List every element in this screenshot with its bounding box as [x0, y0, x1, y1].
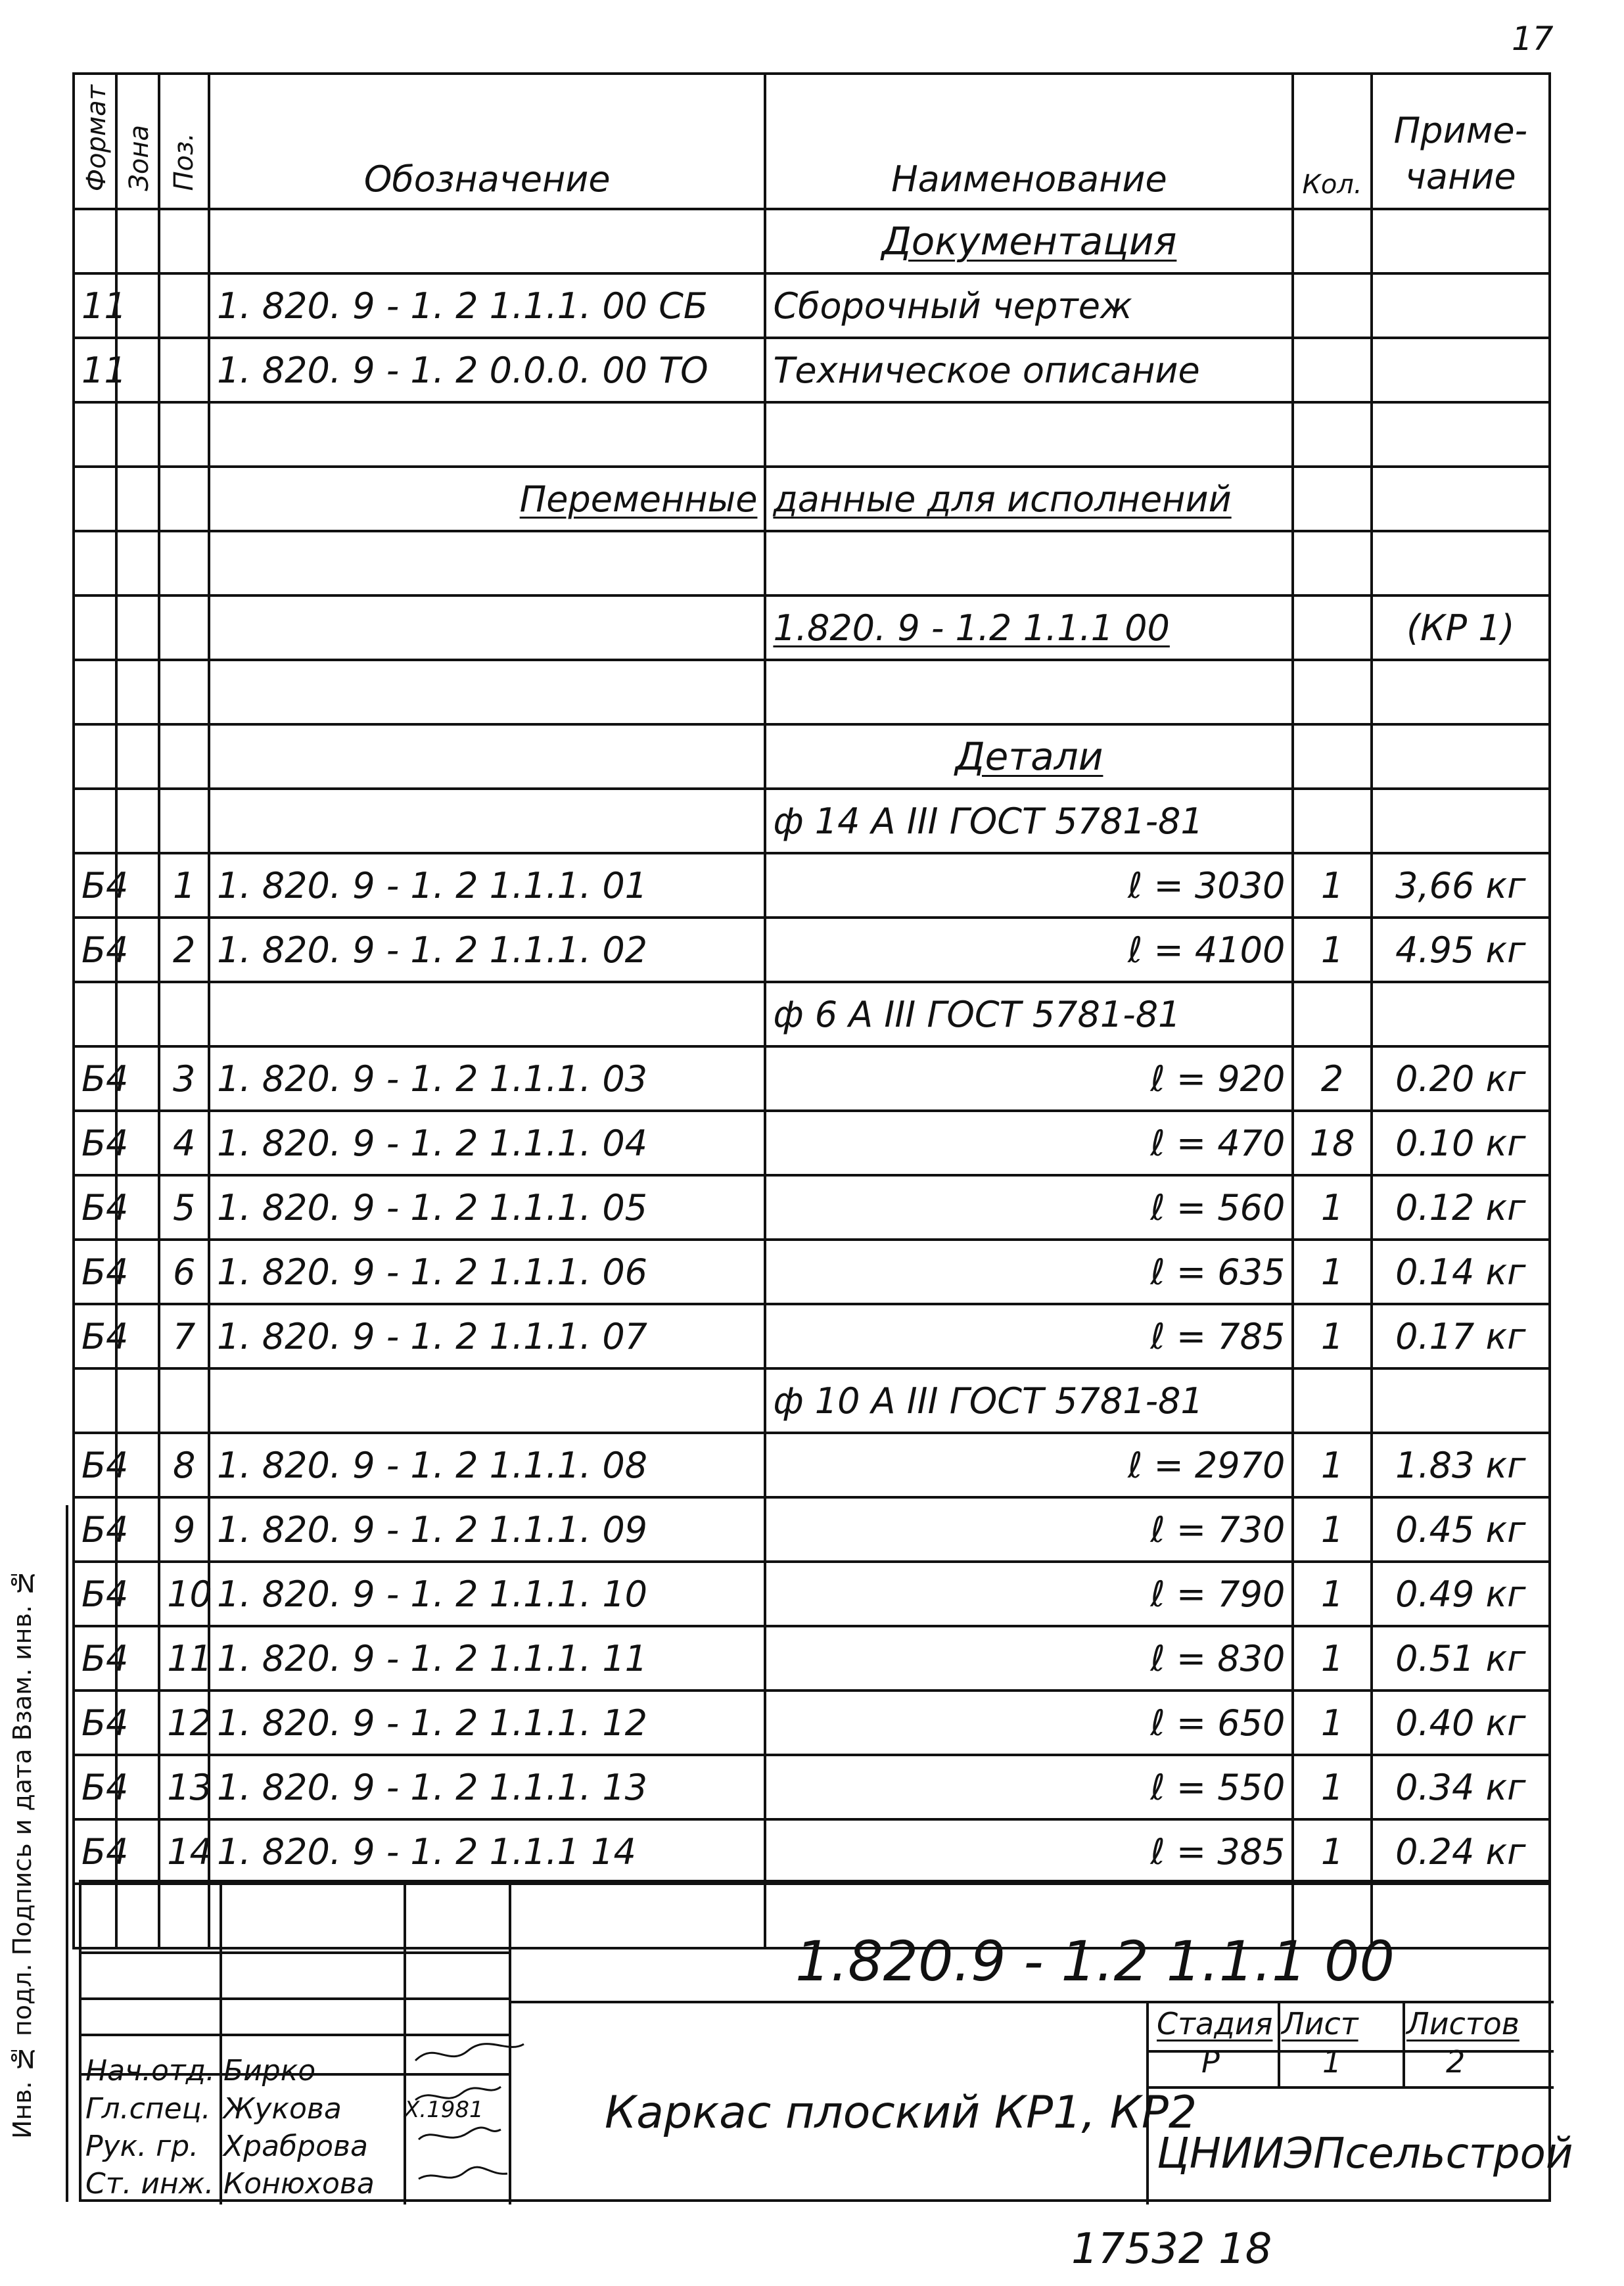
sheets-value: 2	[1446, 2044, 1466, 2080]
table-row	[74, 531, 1550, 595]
cell-zone	[116, 467, 159, 531]
header-zone: Зона	[116, 74, 159, 209]
cell-designation	[209, 789, 765, 853]
sheet-header: Лист	[1282, 2006, 1358, 2041]
table-header-row	[74, 74, 1550, 209]
cell-designation: 1. 820. 9 - 1. 2 1.1.1. 11	[209, 1626, 765, 1691]
cell-qty: 1	[1293, 1562, 1371, 1626]
table-row	[74, 1433, 1550, 1497]
cell-format: Б4	[74, 918, 116, 982]
cell-qty	[1293, 789, 1371, 853]
cell-name: ℓ = 635	[765, 1240, 1293, 1304]
cell-name: ℓ = 785	[765, 1304, 1293, 1368]
cell-qty	[1293, 660, 1371, 724]
cell-qty: 1	[1293, 1433, 1371, 1497]
cell-name: ℓ = 790	[765, 1562, 1293, 1626]
cell-qty	[1293, 209, 1371, 273]
cell-format: Б4	[74, 1304, 116, 1368]
cell-format	[74, 1368, 116, 1433]
cell-name: ф 14 А III ГОСТ 5781-81	[765, 789, 1293, 853]
table-row	[74, 1240, 1550, 1304]
cell-designation: 1. 820. 9 - 1. 2 1.1.1. 12	[209, 1691, 765, 1755]
cell-pos	[159, 338, 209, 402]
header-format: Формат	[74, 74, 116, 209]
table-row	[74, 338, 1550, 402]
cell-zone	[116, 1368, 159, 1433]
cell-pos	[159, 273, 209, 338]
cell-qty: 18	[1293, 1111, 1371, 1175]
table-row	[74, 918, 1550, 982]
cell-format	[74, 724, 116, 789]
cell-qty: 1	[1293, 1175, 1371, 1240]
cell-pos: 14	[159, 1819, 209, 1884]
cell-name: Детали	[765, 724, 1293, 789]
cell-format: Б4	[74, 1046, 116, 1111]
table-row	[74, 1626, 1550, 1691]
cell-note: 4.95 кг	[1372, 918, 1550, 982]
cell-note: 1.83 кг	[1372, 1433, 1550, 1497]
cell-pos	[159, 402, 209, 467]
signatory-date: X.1981	[404, 2097, 484, 2123]
cell-format: Б4	[74, 1497, 116, 1562]
cell-format: Б4	[74, 1240, 116, 1304]
sheets-header: Листов	[1406, 2006, 1520, 2041]
cell-note: 0.34 кг	[1372, 1755, 1550, 1819]
cell-designation	[209, 1368, 765, 1433]
cell-name: ℓ = 560	[765, 1175, 1293, 1240]
cell-designation	[209, 982, 765, 1046]
document-code: 1.820.9 - 1.2 1.1.1 00	[795, 1929, 1395, 1994]
cell-format: Б4	[74, 853, 116, 918]
header-qty: Кол.	[1293, 74, 1371, 209]
cell-note	[1372, 789, 1550, 853]
cell-designation: Переменные	[209, 467, 765, 531]
cell-format: 11	[74, 338, 116, 402]
cell-pos: 6	[159, 1240, 209, 1304]
cell-qty	[1293, 724, 1371, 789]
cell-pos	[159, 467, 209, 531]
cell-name: ℓ = 730	[765, 1497, 1293, 1562]
cell-note	[1372, 402, 1550, 467]
cell-pos: 2	[159, 918, 209, 982]
cell-format: Б4	[74, 1755, 116, 1819]
cell-name: данные для исполнений	[765, 467, 1293, 531]
side-label: Инв. № подл. Подпись и дата Взам. инв. №	[8, 1568, 37, 2139]
table-row	[74, 1368, 1550, 1433]
cell-format	[74, 402, 116, 467]
table-row	[74, 273, 1550, 338]
cell-qty: 1	[1293, 1819, 1371, 1884]
cell-note	[1372, 467, 1550, 531]
page-number: 17	[1512, 20, 1554, 58]
cell-name	[765, 531, 1293, 595]
cell-pos	[159, 982, 209, 1046]
table-row	[74, 1819, 1550, 1884]
cell-note	[1372, 724, 1550, 789]
cell-qty: 1	[1293, 853, 1371, 918]
cell-note	[1372, 209, 1550, 273]
cell-note	[1372, 531, 1550, 595]
cell-note: 3,66 кг	[1372, 853, 1550, 918]
table-row	[74, 1175, 1550, 1240]
cell-qty: 1	[1293, 1304, 1371, 1368]
cell-zone	[116, 595, 159, 660]
cell-name: Документация	[765, 209, 1293, 273]
table-row	[74, 1111, 1550, 1175]
cell-format	[74, 531, 116, 595]
cell-designation: 1. 820. 9 - 1. 2 1.1.1. 06	[209, 1240, 765, 1304]
bottom-note: 17532 18	[1071, 2225, 1272, 2274]
cell-qty	[1293, 273, 1371, 338]
stage-header: Стадия	[1157, 2006, 1273, 2041]
organization: ЦНИИЭПсельстрой	[1157, 2130, 1573, 2178]
cell-designation	[209, 531, 765, 595]
signatory-name: Бирко	[223, 2054, 316, 2088]
part-name: Каркас плоский КР1, КР2	[605, 2087, 1197, 2139]
cell-pos: 1	[159, 853, 209, 918]
cell-format	[74, 467, 116, 531]
cell-designation: 1. 820. 9 - 1. 2 1.1.1. 10	[209, 1562, 765, 1626]
cell-name: ℓ = 385	[765, 1819, 1293, 1884]
cell-note: 0.14 кг	[1372, 1240, 1550, 1304]
cell-note: 0.24 кг	[1372, 1819, 1550, 1884]
cell-zone	[116, 209, 159, 273]
cell-designation: 1. 820. 9 - 1. 2 1.1.1. 05	[209, 1175, 765, 1240]
cell-format	[74, 660, 116, 724]
cell-zone	[116, 402, 159, 467]
cell-format: Б4	[74, 1562, 116, 1626]
cell-note: 0.17 кг	[1372, 1304, 1550, 1368]
specification-table	[72, 72, 1551, 1949]
cell-designation: 1. 820. 9 - 1. 2 0.0.0. 00 ТО	[209, 338, 765, 402]
cell-pos: 3	[159, 1046, 209, 1111]
cell-pos: 5	[159, 1175, 209, 1240]
cell-format: Б4	[74, 1433, 116, 1497]
cell-name: ℓ = 4100	[765, 918, 1293, 982]
cell-qty: 1	[1293, 1755, 1371, 1819]
cell-zone	[116, 724, 159, 789]
cell-pos: 4	[159, 1111, 209, 1175]
cell-note: 0.20 кг	[1372, 1046, 1550, 1111]
cell-name: Сборочный чертеж	[765, 273, 1293, 338]
cell-qty: 1	[1293, 918, 1371, 982]
signatory-name: Храброва	[223, 2130, 368, 2163]
cell-pos: 9	[159, 1497, 209, 1562]
cell-name: ℓ = 3030	[765, 853, 1293, 918]
cell-note: 0.10 кг	[1372, 1111, 1550, 1175]
cell-note	[1372, 982, 1550, 1046]
cell-qty	[1293, 338, 1371, 402]
cell-qty: 1	[1293, 1497, 1371, 1562]
cell-qty: 2	[1293, 1046, 1371, 1111]
cell-pos	[159, 531, 209, 595]
cell-format	[74, 789, 116, 853]
cell-designation: 1. 820. 9 - 1. 2 1.1.1. 03	[209, 1046, 765, 1111]
cell-designation: 1. 820. 9 - 1. 2 1.1.1. 04	[209, 1111, 765, 1175]
cell-note: (КР 1)	[1372, 595, 1550, 660]
cell-designation: 1. 820. 9 - 1. 2 1.1.1. 07	[209, 1304, 765, 1368]
table-row	[74, 209, 1550, 273]
cell-pos: 8	[159, 1433, 209, 1497]
cell-qty: 1	[1293, 1240, 1371, 1304]
cell-name: ℓ = 470	[765, 1111, 1293, 1175]
signatory-name: Жукова	[223, 2092, 342, 2126]
cell-name: 1.820. 9 - 1.2 1.1.1 00	[765, 595, 1293, 660]
cell-pos: 12	[159, 1691, 209, 1755]
signatory-role: Гл.спец.	[85, 2092, 211, 2126]
header-designation: Обозначение	[209, 74, 765, 209]
table-row	[74, 1691, 1550, 1755]
cell-name: ℓ = 830	[765, 1626, 1293, 1691]
signatory-role: Нач.отд.	[85, 2054, 215, 2088]
cell-format: Б4	[74, 1111, 116, 1175]
table-row	[74, 789, 1550, 853]
cell-pos: 13	[159, 1755, 209, 1819]
cell-qty	[1293, 982, 1371, 1046]
cell-designation	[209, 595, 765, 660]
cell-name: ℓ = 2970	[765, 1433, 1293, 1497]
stage-value: Р	[1201, 2044, 1220, 2080]
table-row	[74, 1562, 1550, 1626]
cell-zone	[116, 789, 159, 853]
cell-name: ℓ = 650	[765, 1691, 1293, 1755]
table-row	[74, 402, 1550, 467]
cell-format: 11	[74, 273, 116, 338]
cell-name: ℓ = 920	[765, 1046, 1293, 1111]
signatory-name: Конюхова	[223, 2167, 375, 2201]
cell-pos	[159, 789, 209, 853]
cell-pos: 11	[159, 1626, 209, 1691]
cell-pos	[159, 660, 209, 724]
cell-format: Б4	[74, 1819, 116, 1884]
cell-qty	[1293, 1368, 1371, 1433]
cell-designation: 1. 820. 9 - 1. 2 1.1.1 14	[209, 1819, 765, 1884]
table-row	[74, 595, 1550, 660]
signatory-role: Рук. гр.	[85, 2130, 199, 2163]
cell-note: 0.51 кг	[1372, 1626, 1550, 1691]
cell-qty	[1293, 402, 1371, 467]
table-row	[74, 467, 1550, 531]
cell-note: 0.12 кг	[1372, 1175, 1550, 1240]
cell-format: Б4	[74, 1175, 116, 1240]
cell-qty	[1293, 467, 1371, 531]
table-row	[74, 1304, 1550, 1368]
cell-qty: 1	[1293, 1626, 1371, 1691]
cell-note	[1372, 338, 1550, 402]
cell-note	[1372, 273, 1550, 338]
signature-marks	[409, 2034, 534, 2205]
cell-zone	[116, 660, 159, 724]
cell-designation	[209, 209, 765, 273]
cell-pos: 7	[159, 1304, 209, 1368]
cell-qty	[1293, 595, 1371, 660]
table-row	[74, 724, 1550, 789]
sheet-value: 1	[1322, 2044, 1342, 2080]
cell-note	[1372, 1368, 1550, 1433]
signatory-role: Ст. инж.	[85, 2167, 214, 2201]
cell-name	[765, 402, 1293, 467]
cell-designation: 1. 820. 9 - 1. 2 1.1.1. 01	[209, 853, 765, 918]
cell-note	[1372, 660, 1550, 724]
cell-zone	[116, 531, 159, 595]
cell-qty: 1	[1293, 1691, 1371, 1755]
cell-designation: 1. 820. 9 - 1. 2 1.1.1. 02	[209, 918, 765, 982]
cell-note: 0.49 кг	[1372, 1562, 1550, 1626]
cell-designation	[209, 660, 765, 724]
cell-name: Техническое описание	[765, 338, 1293, 402]
cell-format	[74, 209, 116, 273]
cell-designation: 1. 820. 9 - 1. 2 1.1.1. 08	[209, 1433, 765, 1497]
cell-name: ф 6 А III ГОСТ 5781-81	[765, 982, 1293, 1046]
header-pos: Поз.	[159, 74, 209, 209]
cell-qty	[1293, 531, 1371, 595]
cell-pos: 10	[159, 1562, 209, 1626]
header-name: Наименование	[765, 74, 1293, 209]
cell-zone	[116, 982, 159, 1046]
cell-note: 0.45 кг	[1372, 1497, 1550, 1562]
table-row	[74, 1046, 1550, 1111]
cell-pos	[159, 209, 209, 273]
cell-designation: 1. 820. 9 - 1. 2 1.1.1. 13	[209, 1755, 765, 1819]
cell-name: ф 10 А III ГОСТ 5781-81	[765, 1368, 1293, 1433]
cell-designation: 1. 820. 9 - 1. 2 1.1.1. 00 СБ	[209, 273, 765, 338]
cell-format	[74, 982, 116, 1046]
header-note: Приме- чание	[1372, 74, 1550, 209]
cell-pos	[159, 1368, 209, 1433]
cell-pos	[159, 724, 209, 789]
table-row	[74, 1755, 1550, 1819]
cell-designation	[209, 724, 765, 789]
cell-format: Б4	[74, 1691, 116, 1755]
cell-designation: 1. 820. 9 - 1. 2 1.1.1. 09	[209, 1497, 765, 1562]
table-row	[74, 853, 1550, 918]
cell-format: Б4	[74, 1626, 116, 1691]
table-row	[74, 1497, 1550, 1562]
cell-name: ℓ = 550	[765, 1755, 1293, 1819]
table-row	[74, 982, 1550, 1046]
cell-name	[765, 660, 1293, 724]
table-row	[74, 660, 1550, 724]
cell-designation	[209, 402, 765, 467]
cell-pos	[159, 595, 209, 660]
cell-note: 0.40 кг	[1372, 1691, 1550, 1755]
cell-format	[74, 595, 116, 660]
